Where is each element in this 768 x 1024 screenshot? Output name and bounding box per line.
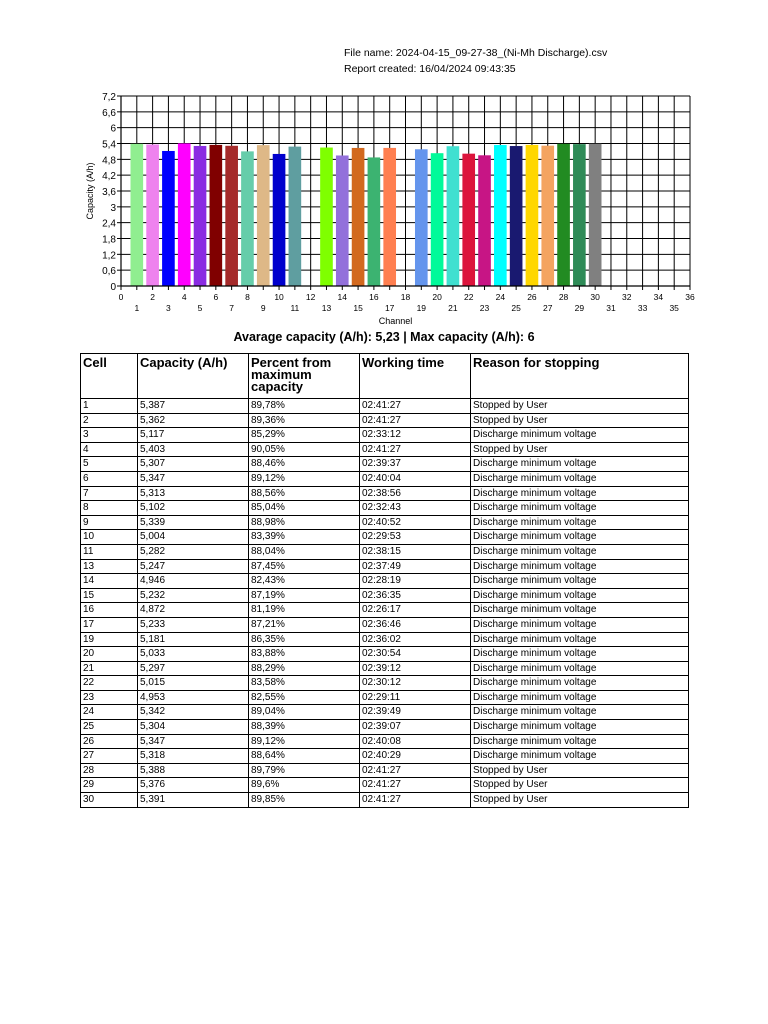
- bar-channel-13: [320, 148, 333, 286]
- y-tick-label: 2,4: [102, 218, 116, 230]
- stop-reason: Discharge minimum voltage: [471, 559, 689, 574]
- cell-number: 17: [81, 617, 138, 632]
- stop-reason: Discharge minimum voltage: [471, 544, 689, 559]
- table-row: [81, 530, 689, 545]
- table-row: [81, 471, 689, 486]
- table-row: [81, 661, 689, 676]
- capacity-summary: Avarage capacity (A/h): 5,23 | Max capacity (A/h): 6: [233, 330, 535, 344]
- x-tick-label: 29: [574, 303, 585, 313]
- x-tick-label: 6: [213, 292, 219, 302]
- bar-channel-16: [368, 157, 381, 286]
- working-time-value: 02:30:12: [360, 676, 471, 691]
- table-row: [81, 501, 689, 516]
- working-time-value: 02:40:08: [360, 734, 471, 749]
- stop-reason: Discharge minimum voltage: [471, 603, 689, 618]
- cell-number: 26: [81, 734, 138, 749]
- capacity-value: 4,872: [138, 603, 249, 618]
- table-row: [81, 574, 689, 589]
- percent-value: 89,78%: [249, 399, 360, 414]
- x-tick-label: 36: [685, 292, 695, 302]
- bar-channel-23: [478, 155, 491, 286]
- cell-number: 14: [81, 574, 138, 589]
- bar-channel-21: [447, 146, 460, 286]
- y-tick-label: 6,6: [102, 107, 116, 119]
- x-tick-label: 7: [229, 303, 235, 313]
- x-tick-label: 18: [400, 292, 411, 302]
- table-row: [81, 632, 689, 647]
- stop-reason: Discharge minimum voltage: [471, 690, 689, 705]
- capacity-value: 5,102: [138, 501, 249, 516]
- percent-value: 88,39%: [249, 720, 360, 735]
- x-tick-label: 23: [479, 303, 490, 313]
- table-row: [81, 690, 689, 705]
- y-tick-label: 1,2: [102, 250, 116, 262]
- table-row: [81, 749, 689, 764]
- cell-number: 23: [81, 690, 138, 705]
- table-row: [81, 778, 689, 793]
- percent-value: 87,19%: [249, 588, 360, 603]
- cell-number: 13: [81, 559, 138, 574]
- x-tick-label: 21: [448, 303, 458, 313]
- cell-number: 10: [81, 530, 138, 545]
- percent-value: 82,55%: [249, 690, 360, 705]
- x-tick-label: 0: [118, 292, 124, 302]
- capacity-value: 5,117: [138, 428, 249, 443]
- cell-results-table: [80, 353, 689, 808]
- capacity-chart: [0, 0, 768, 330]
- working-time-value: 02:29:11: [360, 690, 471, 705]
- x-tick-label: 24: [495, 292, 506, 302]
- y-tick-label: 1,8: [102, 234, 116, 246]
- percent-value: 88,98%: [249, 515, 360, 530]
- stop-reason: Discharge minimum voltage: [471, 661, 689, 676]
- capacity-value: 5,342: [138, 705, 249, 720]
- working-time-value: 02:33:12: [360, 428, 471, 443]
- working-time-value: 02:41:27: [360, 413, 471, 428]
- working-time-value: 02:41:27: [360, 399, 471, 414]
- table-row: [81, 705, 689, 720]
- working-time-value: 02:40:04: [360, 471, 471, 486]
- cell-number: 15: [81, 588, 138, 603]
- percent-value: 89,12%: [249, 734, 360, 749]
- stop-reason: Discharge minimum voltage: [471, 734, 689, 749]
- bar-channel-14: [336, 155, 349, 286]
- working-time-value: 02:36:35: [360, 588, 471, 603]
- working-time-value: 02:41:27: [360, 793, 471, 808]
- capacity-value: 5,304: [138, 720, 249, 735]
- percent-value: 88,46%: [249, 457, 360, 472]
- stop-reason: Discharge minimum voltage: [471, 749, 689, 764]
- stop-reason: Discharge minimum voltage: [471, 676, 689, 691]
- percent-value: 83,58%: [249, 676, 360, 691]
- table-header-row: [81, 354, 689, 399]
- cell-number: 22: [81, 676, 138, 691]
- cell-number: 5: [81, 457, 138, 472]
- capacity-value: 5,313: [138, 486, 249, 501]
- percent-value: 90,05%: [249, 442, 360, 457]
- working-time-value: 02:38:15: [360, 544, 471, 559]
- bar-channel-6: [210, 145, 223, 286]
- percent-value: 83,88%: [249, 647, 360, 662]
- cell-number: 16: [81, 603, 138, 618]
- header-working-time: Working time: [360, 354, 471, 399]
- table-row: [81, 428, 689, 443]
- capacity-value: 5,403: [138, 442, 249, 457]
- x-tick-label: 9: [260, 303, 266, 313]
- x-tick-label: 19: [416, 303, 427, 313]
- x-tick-label: 12: [305, 292, 316, 302]
- cell-number: 2: [81, 413, 138, 428]
- percent-value: 88,29%: [249, 661, 360, 676]
- stop-reason: Discharge minimum voltage: [471, 705, 689, 720]
- percent-value: 89,79%: [249, 763, 360, 778]
- cell-number: 8: [81, 501, 138, 516]
- y-tick-label: 0: [110, 282, 116, 293]
- table-row: [81, 457, 689, 472]
- cell-number: 20: [81, 647, 138, 662]
- y-tick-label: 7,2: [102, 92, 116, 103]
- header-cell: Cell: [81, 354, 138, 399]
- working-time-value: 02:41:27: [360, 442, 471, 457]
- bar-channel-25: [510, 146, 523, 286]
- working-time-value: 02:36:46: [360, 617, 471, 632]
- y-tick-label: 0,6: [102, 266, 116, 278]
- percent-value: 81,19%: [249, 603, 360, 618]
- percent-value: 88,04%: [249, 544, 360, 559]
- x-tick-label: 2: [150, 292, 155, 302]
- x-tick-label: 3: [166, 303, 171, 313]
- x-tick-label: 32: [622, 292, 632, 302]
- header-percent: Percent from maximum capacity: [249, 354, 360, 399]
- x-tick-label: 22: [463, 292, 474, 302]
- working-time-value: 02:36:02: [360, 632, 471, 647]
- stop-reason: Stopped by User: [471, 413, 689, 428]
- cell-number: 27: [81, 749, 138, 764]
- capacity-value: 5,388: [138, 763, 249, 778]
- capacity-value: 4,946: [138, 574, 249, 589]
- header-reason: Reason for stopping: [471, 354, 689, 399]
- cell-number: 21: [81, 661, 138, 676]
- working-time-value: 02:39:12: [360, 661, 471, 676]
- bar-channel-5: [194, 146, 207, 286]
- working-time-value: 02:41:27: [360, 778, 471, 793]
- x-tick-label: 25: [511, 303, 521, 313]
- table-row: [81, 588, 689, 603]
- bar-channel-28: [557, 144, 570, 286]
- x-tick-label: 28: [558, 292, 569, 302]
- bar-channel-8: [241, 151, 254, 286]
- x-tick-label: 35: [669, 303, 679, 313]
- stop-reason: Discharge minimum voltage: [471, 457, 689, 472]
- cell-number: 30: [81, 793, 138, 808]
- y-tick-label: 4,2: [102, 171, 116, 183]
- percent-value: 82,43%: [249, 574, 360, 589]
- x-tick-label: 31: [606, 303, 616, 313]
- capacity-value: 5,391: [138, 793, 249, 808]
- bar-channel-24: [494, 145, 507, 286]
- bar-channel-19: [415, 149, 428, 286]
- table-row: [81, 617, 689, 632]
- capacity-value: 5,339: [138, 515, 249, 530]
- working-time-value: 02:32:43: [360, 501, 471, 516]
- percent-value: 89,6%: [249, 778, 360, 793]
- stop-reason: Stopped by User: [471, 763, 689, 778]
- working-time-value: 02:28:19: [360, 574, 471, 589]
- stop-reason: Discharge minimum voltage: [471, 486, 689, 501]
- cell-number: 25: [81, 720, 138, 735]
- stop-reason: Stopped by User: [471, 442, 689, 457]
- table-row: [81, 515, 689, 530]
- bar-channel-15: [352, 148, 365, 286]
- table-row: [81, 603, 689, 618]
- report-created: Report created: 16/04/2024 09:43:35: [344, 63, 516, 75]
- capacity-value: 5,033: [138, 647, 249, 662]
- stop-reason: Discharge minimum voltage: [471, 574, 689, 589]
- header-capacity: Capacity (A/h): [138, 354, 249, 399]
- capacity-value: 5,307: [138, 457, 249, 472]
- stop-reason: Discharge minimum voltage: [471, 428, 689, 443]
- stop-reason: Discharge minimum voltage: [471, 617, 689, 632]
- file-name: File name: 2024-04-15_09-27-38_(Ni-Mh Discharge).csv: [344, 47, 608, 59]
- bar-channel-20: [431, 153, 444, 286]
- table-row: [81, 647, 689, 662]
- cell-number: 7: [81, 486, 138, 501]
- x-tick-label: 34: [653, 292, 664, 302]
- percent-value: 89,04%: [249, 705, 360, 720]
- percent-value: 89,36%: [249, 413, 360, 428]
- capacity-value: 5,347: [138, 471, 249, 486]
- percent-value: 88,64%: [249, 749, 360, 764]
- cell-number: 9: [81, 515, 138, 530]
- capacity-value: 4,953: [138, 690, 249, 705]
- x-tick-label: 4: [181, 292, 187, 302]
- capacity-value: 5,297: [138, 661, 249, 676]
- percent-value: 89,85%: [249, 793, 360, 808]
- capacity-value: 5,015: [138, 676, 249, 691]
- working-time-value: 02:26:17: [360, 603, 471, 618]
- x-tick-label: 14: [337, 292, 348, 302]
- table-row: [81, 793, 689, 808]
- table-row: [81, 486, 689, 501]
- stop-reason: Discharge minimum voltage: [471, 720, 689, 735]
- capacity-value: 5,233: [138, 617, 249, 632]
- working-time-value: 02:40:52: [360, 515, 471, 530]
- cell-number: 19: [81, 632, 138, 647]
- stop-reason: Stopped by User: [471, 399, 689, 414]
- capacity-value: 5,347: [138, 734, 249, 749]
- x-tick-label: 15: [353, 303, 363, 313]
- percent-value: 85,04%: [249, 501, 360, 516]
- x-tick-label: 26: [527, 292, 537, 302]
- table-row: [81, 734, 689, 749]
- percent-value: 87,45%: [249, 559, 360, 574]
- capacity-value: 5,181: [138, 632, 249, 647]
- percent-value: 86,35%: [249, 632, 360, 647]
- table-row: [81, 763, 689, 778]
- working-time-value: 02:40:29: [360, 749, 471, 764]
- x-tick-label: 30: [590, 292, 600, 302]
- table-row: [81, 559, 689, 574]
- table-row: [81, 442, 689, 457]
- percent-value: 89,12%: [249, 471, 360, 486]
- cell-number: 24: [81, 705, 138, 720]
- percent-value: 83,39%: [249, 530, 360, 545]
- capacity-value: 5,362: [138, 413, 249, 428]
- stop-reason: Discharge minimum voltage: [471, 471, 689, 486]
- table-row: [81, 544, 689, 559]
- capacity-value: 5,232: [138, 588, 249, 603]
- capacity-value: 5,282: [138, 544, 249, 559]
- working-time-value: 02:41:27: [360, 763, 471, 778]
- table-row: [81, 676, 689, 691]
- x-tick-label: 8: [245, 292, 250, 302]
- x-tick-label: 13: [321, 303, 332, 313]
- capacity-value: 5,247: [138, 559, 249, 574]
- bar-channel-26: [526, 145, 539, 286]
- cell-number: 3: [81, 428, 138, 443]
- x-tick-label: 1: [134, 303, 140, 313]
- bar-channel-22: [462, 154, 475, 286]
- y-tick-label: 6: [110, 123, 116, 135]
- stop-reason: Discharge minimum voltage: [471, 647, 689, 662]
- bar-channel-4: [178, 143, 191, 286]
- x-axis-label: Channel: [378, 316, 413, 326]
- bar-channel-29: [573, 144, 586, 286]
- working-time-value: 02:38:56: [360, 486, 471, 501]
- bar-channel-27: [541, 146, 554, 286]
- x-tick-label: 10: [274, 292, 284, 302]
- table-row: [81, 720, 689, 735]
- bar-channel-10: [273, 154, 286, 286]
- working-time-value: 02:29:53: [360, 530, 471, 545]
- bar-channel-11: [289, 147, 302, 286]
- table-row: [81, 399, 689, 414]
- bar-channel-9: [257, 145, 270, 286]
- x-tick-label: 27: [543, 303, 553, 313]
- percent-value: 87,21%: [249, 617, 360, 632]
- y-axis-label: Capacity (A/h): [85, 162, 95, 220]
- bar-channel-7: [225, 146, 238, 286]
- stop-reason: Discharge minimum voltage: [471, 588, 689, 603]
- working-time-value: 02:39:37: [360, 457, 471, 472]
- cell-number: 28: [81, 763, 138, 778]
- bar-channel-17: [383, 148, 396, 286]
- working-time-value: 02:39:49: [360, 705, 471, 720]
- y-tick-label: 3,6: [102, 187, 116, 198]
- stop-reason: Discharge minimum voltage: [471, 515, 689, 530]
- y-tick-label: 5,4: [102, 139, 116, 151]
- x-tick-label: 17: [384, 303, 395, 313]
- cell-number: 6: [81, 471, 138, 486]
- x-tick-label: 5: [197, 303, 203, 313]
- capacity-value: 5,318: [138, 749, 249, 764]
- x-tick-label: 16: [369, 292, 379, 302]
- cell-number: 11: [81, 544, 138, 559]
- percent-value: 85,29%: [249, 428, 360, 443]
- working-time-value: 02:39:07: [360, 720, 471, 735]
- stop-reason: Stopped by User: [471, 778, 689, 793]
- capacity-value: 5,004: [138, 530, 249, 545]
- bar-channel-3: [162, 151, 175, 286]
- working-time-value: 02:30:54: [360, 647, 471, 662]
- stop-reason: Stopped by User: [471, 793, 689, 808]
- cell-number: 4: [81, 442, 138, 457]
- stop-reason: Discharge minimum voltage: [471, 632, 689, 647]
- x-tick-label: 11: [290, 303, 300, 313]
- percent-value: 88,56%: [249, 486, 360, 501]
- capacity-value: 5,376: [138, 778, 249, 793]
- working-time-value: 02:37:49: [360, 559, 471, 574]
- y-tick-label: 4,8: [102, 155, 116, 167]
- capacity-value: 5,387: [138, 399, 249, 414]
- y-tick-label: 3: [110, 202, 116, 214]
- cell-number: 1: [81, 399, 138, 414]
- table-row: [81, 413, 689, 428]
- bar-channel-2: [146, 145, 159, 286]
- stop-reason: Discharge minimum voltage: [471, 501, 689, 516]
- bar-channel-1: [130, 144, 143, 286]
- x-tick-label: 33: [637, 303, 648, 313]
- x-tick-label: 20: [432, 292, 442, 302]
- bar-channel-30: [589, 144, 602, 286]
- cell-number: 29: [81, 778, 138, 793]
- stop-reason: Discharge minimum voltage: [471, 530, 689, 545]
